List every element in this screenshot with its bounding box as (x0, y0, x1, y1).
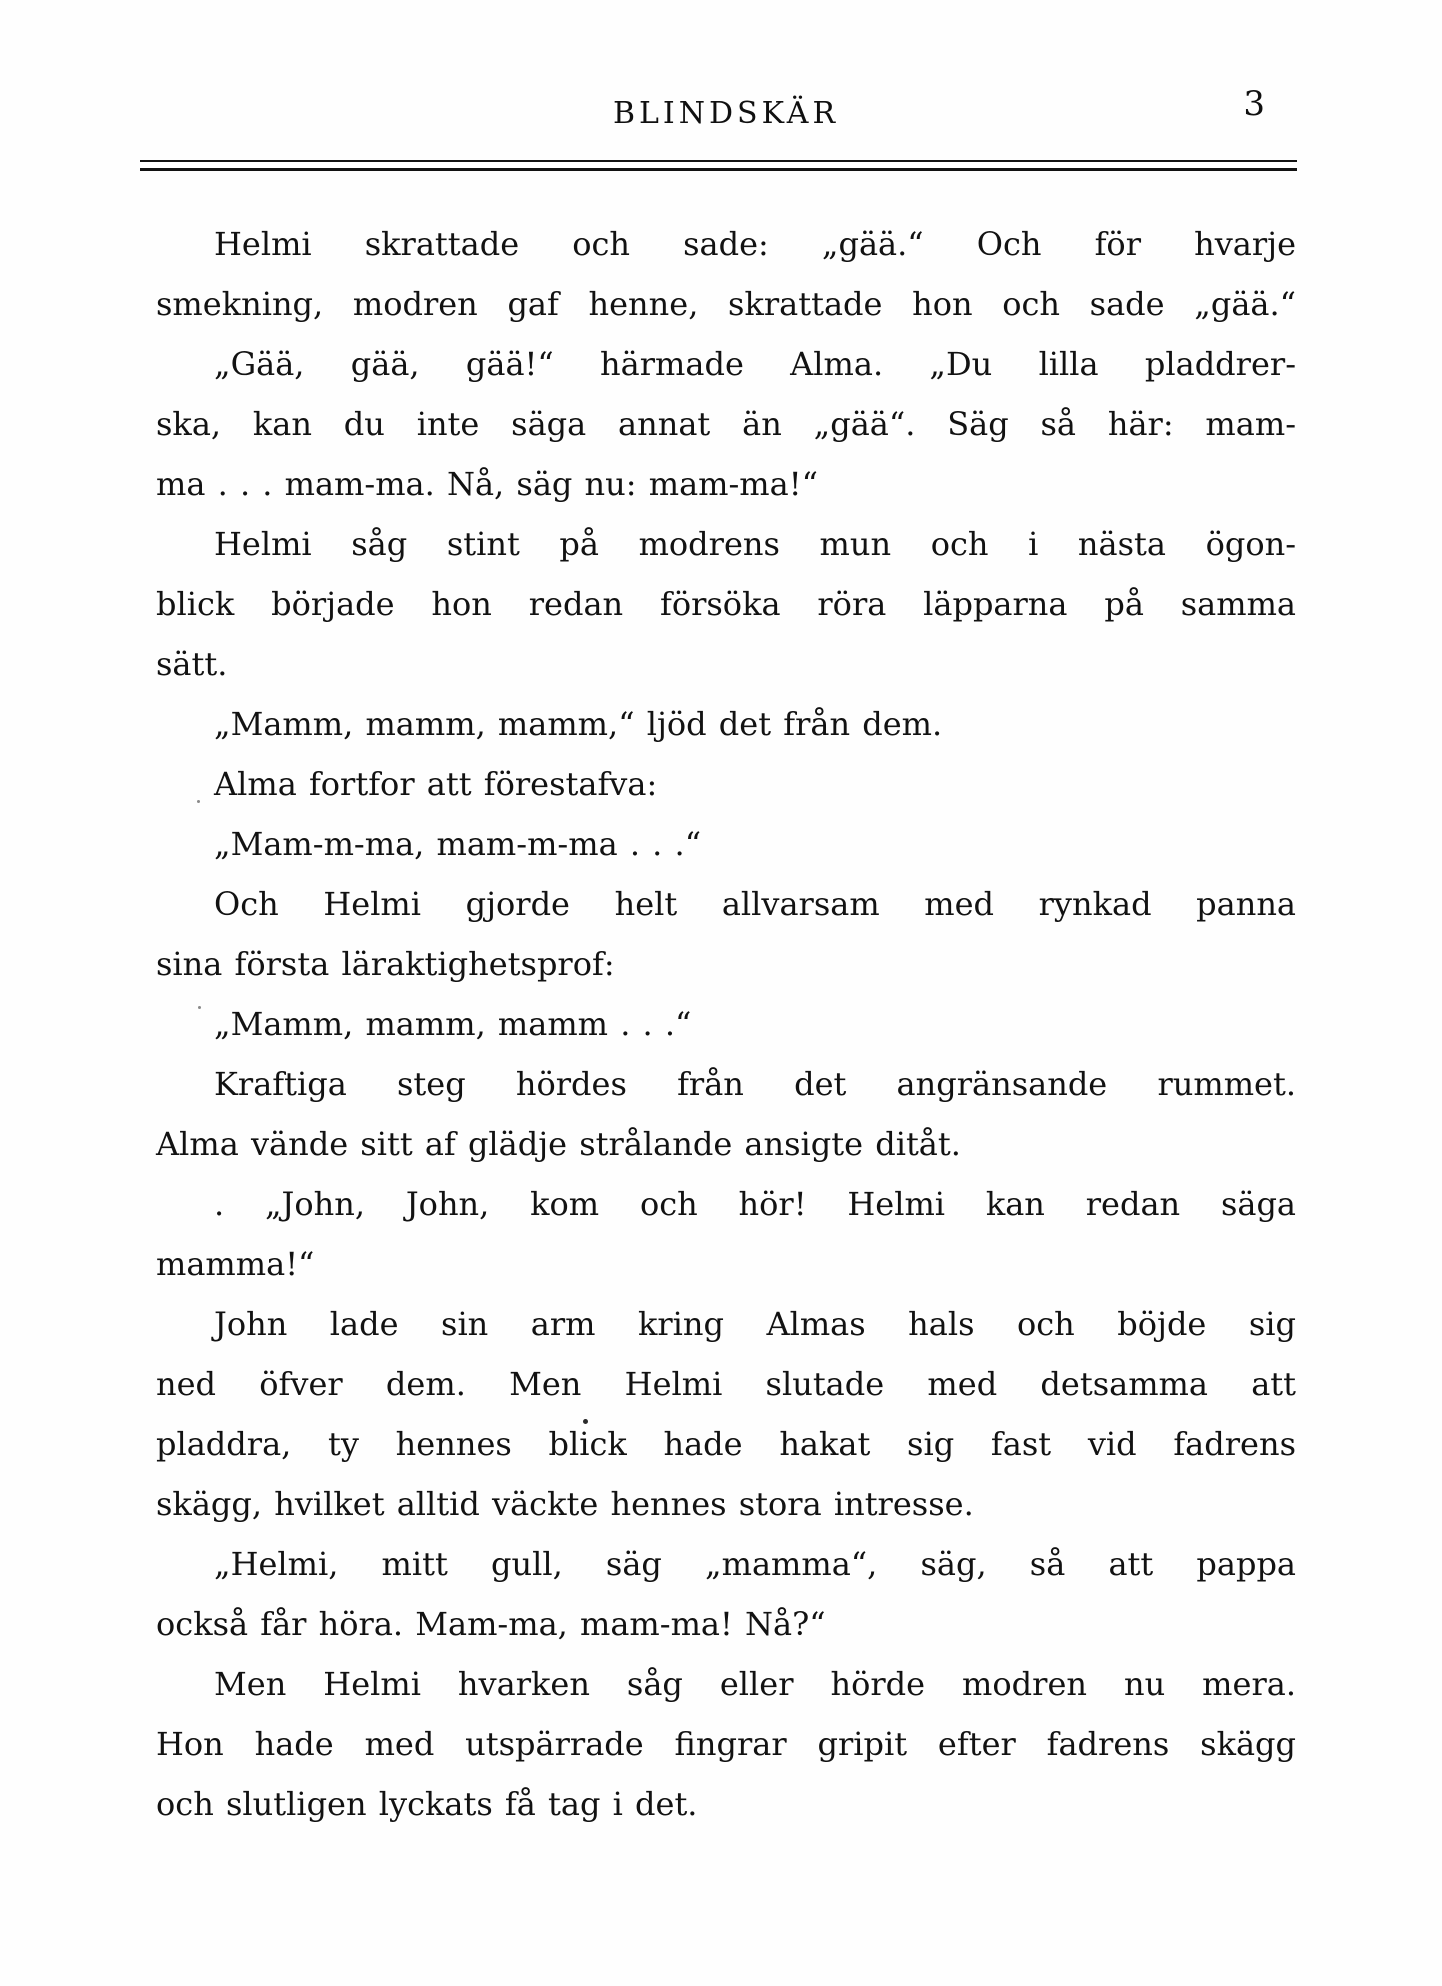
text-line: skägg, hvilket alltid väckte hennes stora intresse. (156, 1485, 974, 1523)
text-line: Helmi såg stint på modrens mun och i nästa ögon- (214, 525, 1296, 563)
text-line: Kraftiga steg hördes från det angränsande rummet. (214, 1065, 1296, 1103)
text-line: . „John, John, kom och hör! Helmi kan redan säga (214, 1185, 1296, 1223)
header-rule (140, 160, 1297, 171)
text-line: smekning, modren gaf henne, skrattade hon och sade „gää.“ (156, 285, 1296, 323)
text-line: Och Helmi gjorde helt allvarsam med rynkad panna (214, 885, 1296, 923)
text-line: sina första läraktighetsprof: (156, 945, 615, 983)
running-header: BLINDSKÄR (612, 96, 840, 131)
text-line: också får höra. Mam-ma, mam-ma! Nå?“ (156, 1605, 826, 1643)
text-line: „Mamm, mamm, mamm . . .“ (214, 1005, 692, 1043)
text-line: ma . . . mam-ma. Nå, säg nu: mam-ma!“ (156, 465, 818, 503)
text-line: sätt. (156, 645, 228, 683)
text-line: „Mamm, mamm, mamm,“ ljöd det från dem. (214, 705, 943, 743)
text-line: „Helmi, mitt gull, säg „mamma“, säg, så att pappa (214, 1545, 1296, 1583)
text-line: John lade sin arm kring Almas hals och böjde sig (214, 1305, 1296, 1343)
text-line: Alma fortfor att förestafva: (214, 765, 658, 803)
page-number: 3 (1243, 84, 1265, 124)
text-line: „Mam-m-ma, mam-m-ma . . .“ (214, 825, 702, 863)
text-line: blick började hon redan försöka röra läpparna på samma (156, 585, 1296, 623)
text-line: Men Helmi hvarken såg eller hörde modren nu mera. (214, 1665, 1296, 1703)
text-line: Alma vände sitt af glädje strålande ansigte ditåt. (156, 1125, 961, 1163)
ink-speck (198, 1006, 201, 1009)
text-line: Helmi skrattade och sade: „gää.“ Och för hvarje (214, 225, 1296, 263)
text-line: „Gää, gää, gää!“ härmade Alma. „Du lilla pladdrer- (214, 345, 1296, 383)
text-line: ska, kan du inte säga annat än „gää“. Säg så här: mam- (156, 405, 1296, 443)
text-line: mamma!“ (156, 1245, 315, 1283)
page-body (156, 214, 1296, 1834)
ink-speck (583, 1419, 588, 1424)
text-line: pladdra, ty hennes blick hade hakat sig fast vid fadrens (156, 1425, 1296, 1463)
text-line: ned öfver dem. Men Helmi slutade med detsamma att (156, 1365, 1296, 1403)
text-line: Hon hade med utspärrade fingrar gripit efter fadrens skägg (156, 1725, 1296, 1763)
ink-speck (197, 800, 200, 803)
text-line: och slutligen lyckats få tag i det. (156, 1785, 698, 1823)
